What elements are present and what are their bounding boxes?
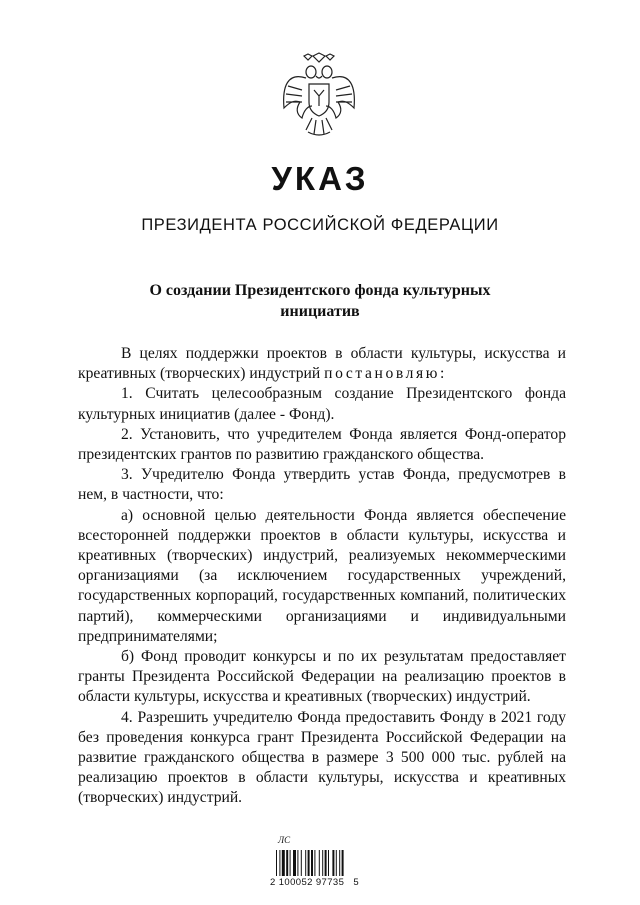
- paragraph-3: 3. Учредителю Фонда утвердить устав Фонда, предусмотрев в нем, в частности, что:: [78, 466, 566, 504]
- preamble-text: В целях поддержки проектов в области культуры, искусства и креативных (творческих) индустрий: [78, 345, 566, 383]
- coat-of-arms-icon: [278, 52, 360, 142]
- decree-heading: [120, 280, 520, 322]
- decree-body: [78, 344, 566, 809]
- decree-heading-line1: О создании Президентского фонда культурных: [149, 282, 491, 299]
- paragraph-3a: а) основной целью деятельности Фонда является обеспечение всесторонней поддержки проектов в области культуры, искусства и креативных (творческих) индустрий, реализуемых некоммерческими организациями (за исключением государственных учреждений, государственных корпораций, государственных компаний, политических партий), коммерческими организациями и индивидуальными предпринимателями;: [78, 506, 566, 645]
- paragraph-3b: б) Фонд проводит конкурсы и по их результатам предоставляет гранты Президента Российской Федерации на реализацию проектов в области культуры, искусства и креативных (творческих) индустрий.: [78, 648, 566, 706]
- barcode-icon: [276, 850, 362, 876]
- paragraph-2: 2. Установить, что учредителем Фонда является Фонд-оператор президентских грантов по развитию гражданского общества.: [78, 425, 566, 464]
- preamble-paragraph: [78, 344, 566, 384]
- document-title: УКАЗ: [271, 160, 369, 197]
- barcode-number: 2 100052 97735 5: [270, 877, 360, 888]
- paragraph-1: 1. Считать целесообразным создание Президентского фонда культурных инициатив (далее - Фонд).: [78, 385, 566, 423]
- stamp-mark: ЛС: [278, 835, 291, 845]
- document-subtitle: ПРЕЗИДЕНТА РОССИЙСКОЙ ФЕДЕРАЦИИ: [141, 216, 499, 234]
- decree-heading-line2: инициатив: [280, 303, 360, 320]
- decree-verb: постановляю: [324, 365, 441, 383]
- paragraph-4: 4. Разрешить учредителю Фонда предоставить Фонду в 2021 году без проведения конкурса грант Президента Российской Федерации на развитие гражданского общества в размере 3 500 000 тыс. рублей на реализацию проектов в области культуры, искусства и креативных (творческих) индустрий.: [78, 708, 566, 807]
- preamble-colon: :: [440, 365, 445, 383]
